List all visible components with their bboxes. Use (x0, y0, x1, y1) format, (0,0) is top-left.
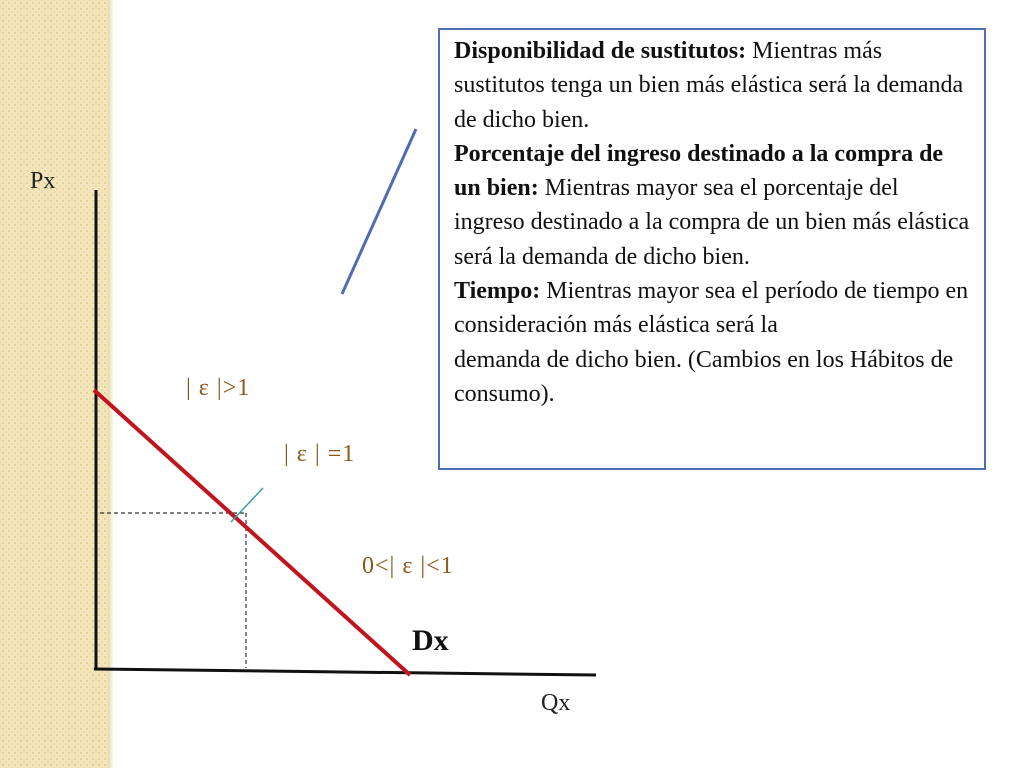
income-share-text: Mientras mayor sea el porcentaje del ingreso destinado a la compra de un bien más elástica será la demanda de dicho bien. (454, 175, 970, 270)
y-axis-label: Px (30, 168, 56, 194)
unit-elasticity-tangent (231, 488, 263, 522)
demand-curve (94, 390, 410, 675)
x-axis-label: Qx (541, 690, 571, 716)
demand-curve-label: Dx (412, 624, 449, 657)
time-heading: Tiempo: (454, 278, 541, 305)
time-paragraph-continued: demanda de dicho bien. (Cambios en los Hábitos de consumo). (454, 346, 954, 407)
elasticity-determinants-box (438, 28, 986, 470)
time-paragraph (454, 274, 972, 343)
income-share-heading: Porcentaje del ingreso destinado a la compra de un bien: (454, 140, 944, 202)
elastic-region-label: | ε |>1 (186, 375, 251, 401)
x-axis (94, 669, 596, 675)
substitutes-paragraph (454, 34, 972, 137)
inelastic-region-label: 0<| ε |<1 (362, 553, 454, 579)
substitutes-heading: Disponibilidad de sustitutos: (454, 38, 747, 64)
unit-elastic-region-label: | ε | =1 (284, 441, 356, 467)
callout-connector-line (342, 129, 416, 294)
substitutes-text: Mientras más sustitutos tenga un bien más elástica será la demanda de dicho bien. (454, 38, 964, 133)
income-share-paragraph (454, 137, 972, 274)
time-text: Mientras mayor sea el período de tiempo en consideración más elástica será la (454, 278, 969, 339)
